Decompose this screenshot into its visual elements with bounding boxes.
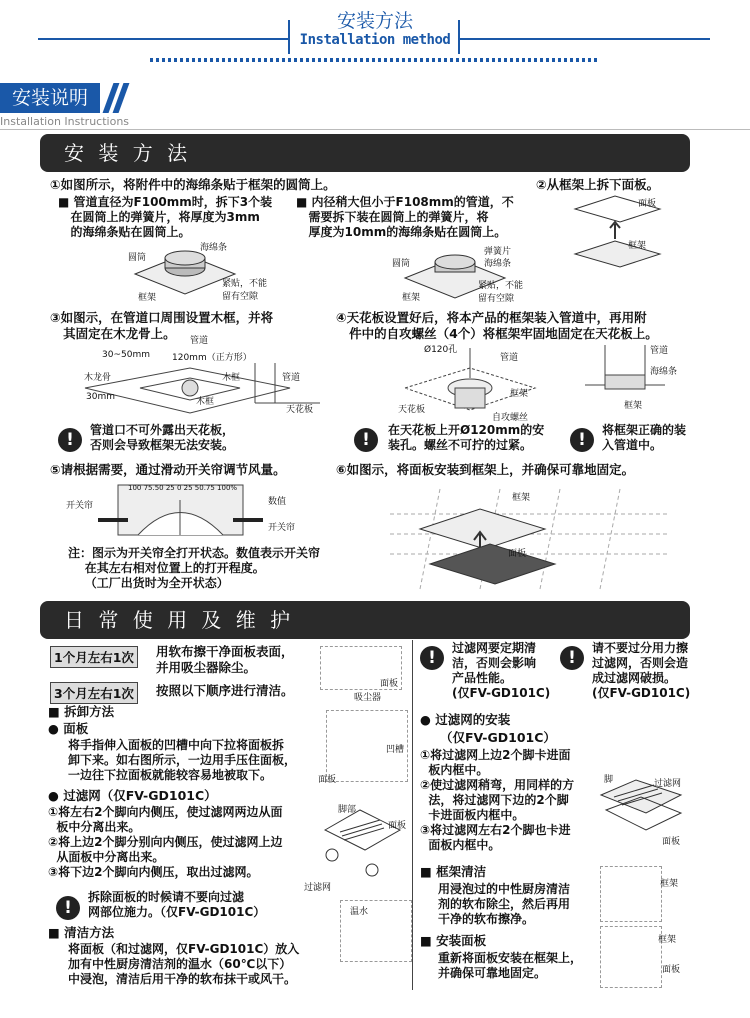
step1a-text: ■ 管道直径为F100mm时，拆下3个装 在圆筒上的弹簧片，将厚度为3mm 的海绵条贴在圆筒上。 [58,195,273,239]
step3-label-wood: 木框 [196,397,215,407]
period1-text: 用软布擦干净面板表面， 并用吸尘器除尘。 [156,644,294,675]
step4-label-sponge: 海绵条 [650,367,678,377]
step5-note: 注：图示为开关帘全打开状态。数值表示开关帘 在其左右相对位置上的打开程度。 （工厂出货时为全开状态） [68,546,321,590]
header-rule-right [460,38,710,40]
install-heading: 安 装 方 法 [40,134,690,172]
panel-install-text: 重新将面板安装在框架上， 并确保可靠地固定。 [438,951,583,980]
step3-label-woodframe: 木框 [222,373,241,383]
filter-install-steps: ①将过滤网上边2个脚卡进面 板内框中。 ②使过滤网稍弯，用同样的方 法，将过滤网下边的2个脚 卡进面板内框中。 ③将过滤网左右2个脚也卡进 面板内框中。 [420,748,575,852]
page-subtitle: Installation method [299,32,451,48]
step3-warn: 管道口不可外露出天花板， 否则会导致框架无法安装。 [90,423,235,452]
step4-warn: 在天花板上开Ø120mm的安 装孔。螺丝不可拧的过紧。 [388,423,545,452]
fi-label-panel: 面板 [662,837,681,847]
step1b-label-frame: 框架 [402,293,421,303]
step1b-label-tight: 紧贴，不能 留有空隙 [478,281,524,304]
panel-text: 将手指伸入面板的凹槽中向下拉将面板拆 卸下来。如右图所示，一边用手压住面板， 一边往下拉面板就能较容易地被取下。 [68,738,297,782]
step5-label-value: 数值 [268,497,287,507]
step4-label-pipe2: 管道 [650,346,669,356]
filter-install-head: ● 过滤网的安装 [420,712,511,727]
step2-text: ②从框架上拆下面板。 [536,177,660,192]
step3-text: ③如图示，在管道口周围设置木框，并将 其固定在木龙骨上。 [50,310,274,341]
step4-warn2-icon: ! [570,428,594,452]
fc-label-frame: 框架 [660,879,679,889]
filter-head: ● 过滤网（仅FV-GD101C） [48,788,217,803]
fig-label-panel3: 面板 [388,821,407,831]
step1b-label-spring: 弹簧片 [484,247,512,257]
fi-label-foot: 脚 [604,775,614,785]
step4-warn-icon: ! [354,428,378,452]
step3-label-ceiling: 天花板 [286,405,314,415]
step4-label-frame: 框架 [510,389,529,399]
panel-head: ● 面板 [48,721,89,736]
section-tag: 安装说明 [0,83,100,113]
step5-label-curtain2: 开关帘 [268,523,296,533]
step1b-text: ■ 内径稍大但小于F108mm的管道，不 需要拆下装在圆筒上的弹簧片，将 厚度为10mm的海绵条贴在圆筒上。 [296,195,514,239]
step3-label-dim2: 120mm（正方形） [172,353,252,363]
header-dots [150,58,600,62]
filter-install-model: （仅FV-GD101C） [440,730,556,745]
fig-label-groove: 凹槽 [386,745,405,755]
step1-text: ①如图所示，将附件中的海绵条贴于框架的圆筒上。 [50,177,336,192]
step6-text: ⑥如图示，将面板安装到框架上，并确保可靠地固定。 [336,462,635,477]
column-divider [412,640,413,990]
step3-label-pipe2: 管道 [282,373,301,383]
period2-badge: 3个月左右1次 [50,682,138,704]
step3-label-pipe: 管道 [190,336,209,346]
filter-remove-figure [320,800,405,880]
rwarn2-text: 请不要过分用力擦 过滤网，否则会造 成过滤网破损。 (仅FV-GD101C) [592,641,691,700]
panel-install-figure [600,926,662,988]
remove-head: ■ 拆卸方法 [48,704,115,719]
header-rule-left [38,38,288,40]
step1b-label-cyl: 圆筒 [392,259,411,269]
rwarn2-icon: ! [560,646,584,670]
fig-label-filter: 过滤网 [304,883,332,893]
step3-label-dim3: 30mm [86,392,115,402]
rwarn1-text: 过滤网要定期清 洁，否则会影响 产品性能。 (仅FV-GD101C) [452,641,551,700]
period2-text: 按照以下顺序进行清洁。 [156,683,294,698]
step4-label-screw: 自攻螺丝 [492,413,529,423]
step5-label-curtain: 开关帘 [66,501,94,511]
fi-label-filter: 过滤网 [654,779,682,789]
filter-warn-icon: ! [56,896,80,920]
fig-label-feet: 脚部 [338,805,357,815]
rwarn1-icon: ! [420,646,444,670]
fig-label-panel2: 面板 [318,775,337,785]
filter-warn: 拆除面板的时候请不要向过滤 网部位施力。（仅FV-GD101C） [88,890,266,919]
step1a-label-frame: 框架 [138,293,157,303]
frame-clean-figure [600,866,662,922]
step6-label-frame: 框架 [512,493,531,503]
header-tick-left [288,20,290,54]
step3-label-keel: 木龙骨 [84,373,112,383]
fig-label-warm: 温水 [350,907,369,917]
section-rule [0,129,750,130]
fig-label-panel: 面板 [380,679,399,689]
step1a-label-tight: 紧贴，不能 留有空隙 [222,279,268,302]
page-title: 安装方法 [336,10,413,32]
step6-label-panel: 面板 [508,549,527,559]
panel-install-head: ■ 安装面板 [420,933,487,948]
step5-label-scale: 100 75.50 25 0 25 50.75 100% [128,484,238,492]
period1-badge: 1个月左右1次 [50,646,138,668]
step4-text: ④天花板设置好后，将本产品的框架装入管道中，再用附 件中的自攻螺丝（4个）将框架牢固地固定在天花板上。 [336,310,658,341]
header-tick-right [458,20,460,54]
step4-label-frame2: 框架 [624,401,643,411]
filter-steps: ①将左右2个脚向内侧压，使过滤网两边从面 板中分离出来。 ②将上边2个脚分别向内侧压，使过滤网上边 从面板中分离出来。 ③将下边2个脚向内侧压，取出过滤网。 [48,805,283,879]
step5-text: ⑤请根据需要，通过滑动开关帘调节风量。 [50,462,286,477]
clean-text: 将面板（和过滤网，仅FV-GD101C）放入 加有中性厨房清洁剂的温水（60℃以下） 中浸泡，清洁后用干净的软布抹干或风干。 [68,942,300,986]
step2-label-panel: 面板 [638,199,657,209]
pi-label-panel: 面板 [662,965,681,975]
step1a-label-sponge: 海绵条 [200,243,228,253]
section-tag-sub: Installation Instructions [0,115,130,128]
step4-label-hole: Ø120孔 [424,345,458,355]
step4-warn2: 将框架正确的装 入管道中。 [602,423,687,452]
fig-label-vacuum: 吸尘器 [354,693,382,703]
frame-clean-text: 用浸泡过的中性厨房清洁 剂的软布除尘，然后再用 干净的软布擦净。 [438,882,571,926]
step4-label-ceiling: 天花板 [398,405,426,415]
maint-heading: 日 常 使 用 及 维 护 [40,601,690,639]
pi-label-frame: 框架 [658,935,677,945]
step4-label-pipe: 管道 [500,353,519,363]
step1b-label-sponge: 海绵条 [484,259,512,269]
step1a-label-cyl: 圆筒 [128,253,147,263]
frame-clean-head: ■ 框架清洁 [420,864,487,879]
step2-label-frame: 框架 [628,241,647,251]
step3-label-dim1: 30~50mm [102,350,150,360]
clean-head: ■ 清洁方法 [48,925,115,940]
step3-warn-icon: ! [58,428,82,452]
